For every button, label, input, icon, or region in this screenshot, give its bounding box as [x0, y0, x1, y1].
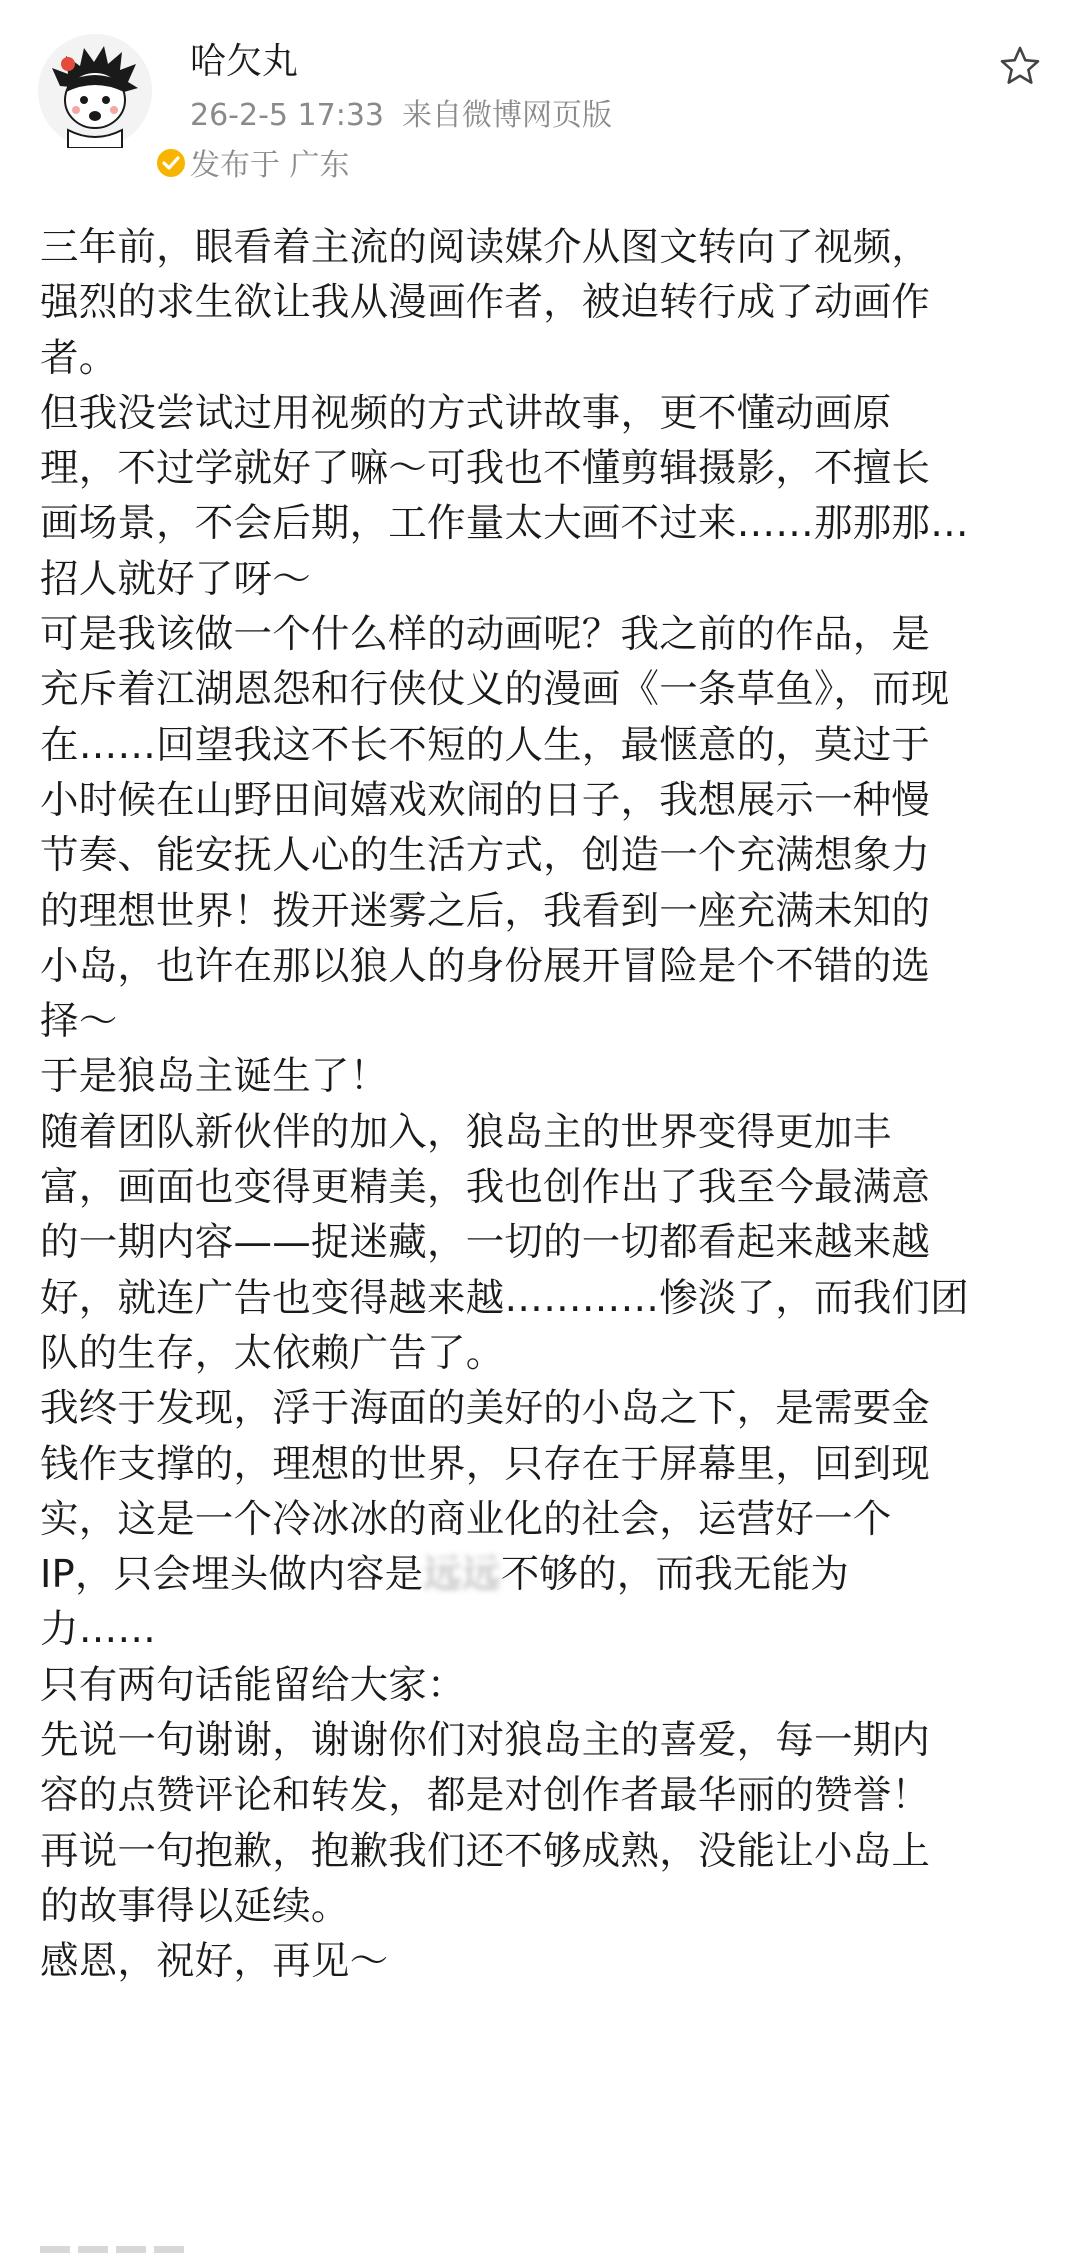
post-text-segment: 不够的，而我无能为 [500, 1552, 849, 1598]
post-text-line: 者。 [40, 335, 118, 381]
post-text-line: 实，这是一个冷冰冰的商业化的社会，运营好一个 [40, 1496, 892, 1542]
verified-check-icon [154, 146, 188, 180]
avatar[interactable] [38, 34, 152, 148]
post-text-line: 容的点赞评论和转发，都是对创作者最华丽的赞誉！ [40, 1773, 931, 1819]
post-text-line: 小岛，也许在那以狼人的身份展开冒险是个不错的选 [40, 943, 931, 989]
post-body [40, 220, 1050, 1990]
post-text-line: 富，画面也变得更精美，我也创作出了我至今最满意 [40, 1165, 931, 1211]
post-text-line: 三年前，眼看着主流的阅读媒介从图文转向了视频， [40, 225, 931, 270]
username[interactable]: 哈欠丸 [190, 41, 299, 82]
post-source: 来自微博网页版 [402, 98, 612, 133]
post-text-line: 只有两句话能留给大家： [40, 1662, 466, 1708]
post-text-line: 可是我该做一个什么样的动画呢？我之前的作品，是 [40, 612, 931, 658]
post-text-line: 择～ [40, 999, 118, 1045]
post-text-line: 但我没尝试过用视频的方式讲故事，更不懂动画原 [40, 390, 892, 436]
post-timestamp[interactable]: 26-2-5 17:33 [190, 98, 384, 133]
post-text-line: 随着团队新伙伴的加入，狼岛主的世界变得更加丰 [40, 1109, 892, 1155]
cut-off-text-fragment [40, 2230, 200, 2253]
post-text-line: 的故事得以延续。 [40, 1883, 350, 1929]
post-text-line: 招人就好了呀～ [40, 556, 311, 602]
post-text-line: 先说一句谢谢，谢谢你们对狼岛主的喜爱，每一期内 [40, 1718, 931, 1764]
post-text-line: 感恩，祝好，再见～ [40, 1939, 389, 1985]
post-location: 发布于 广东 [190, 148, 350, 183]
post-header [0, 0, 1080, 200]
cut-off-text-strip [40, 2246, 190, 2253]
star-outline-icon[interactable] [996, 42, 1044, 90]
post-text-line: 充斥着江湖恩怨和行侠仗义的漫画《一条草鱼》，而现 [40, 667, 950, 713]
post-text-line: 在……回望我这不长不短的人生，最惬意的，莫过于 [40, 722, 931, 768]
post-text-line: 理，不过学就好了嘛～可我也不懂剪辑摄影，不擅长 [40, 446, 931, 492]
post-text-line [40, 1547, 1050, 1602]
blurred-text: 远远 [423, 1552, 501, 1598]
post-text-line: 的理想世界！拨开迷雾之后，我看到一座充满未知的 [40, 888, 931, 934]
post-text-line: 队的生存，太依赖广告了。 [40, 1330, 505, 1376]
post-text-line: 小时候在山野田间嬉戏欢闹的日子，我想展示一种慢 [40, 777, 931, 823]
post-text-line: 节奏、能安抚人心的生活方式，创造一个充满想象力 [40, 833, 931, 879]
post-text-segment: IP，只会埋头做内容是 [40, 1552, 424, 1598]
post-text-line: 力…… [40, 1607, 157, 1653]
cartoon-boy-avatar-icon [38, 34, 152, 148]
post-text-line: 的一期内容——捉迷藏，一切的一切都看起来越来越 [40, 1220, 931, 1266]
post-text-line: 我终于发现，浮于海面的美好的小岛之下，是需要金 [40, 1386, 931, 1432]
post-text-line: 钱作支撑的，理想的世界，只存在于屏幕里，回到现 [40, 1441, 931, 1487]
post-text-line: 好，就连广告也变得越来越…………惨淡了，而我们团 [40, 1275, 969, 1321]
post-text-line: 再说一句抱歉，抱歉我们还不够成熟，没能让小岛上 [40, 1828, 931, 1874]
post-text-line: 强烈的求生欲让我从漫画作者，被迫转行成了动画作 [40, 280, 931, 326]
post-meta [190, 96, 612, 136]
post-text-line: 画场景，不会后期，工作量太大画不过来……那那那… [40, 501, 969, 547]
post-text-line: 于是狼岛主诞生了！ [40, 1054, 389, 1100]
